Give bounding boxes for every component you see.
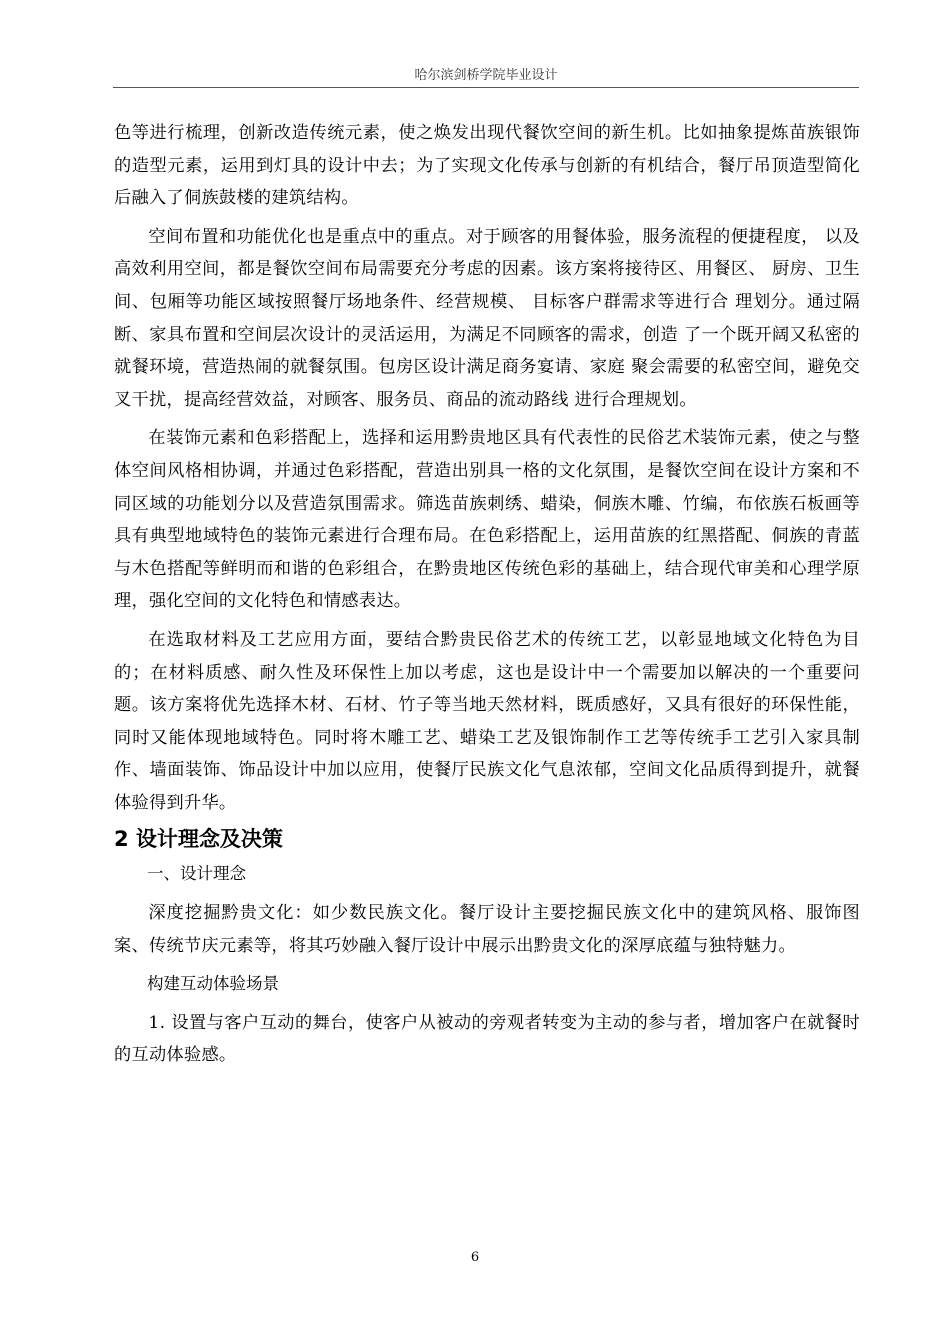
page-content [114,117,860,1072]
subheading-design-concept: 一、设计理念 [147,864,246,884]
paragraph-3: 在装饰元素和色彩搭配上，选择和运用黔贵地区具有代表性的民俗艺术装饰元素，使之与整体空间风格相协调，并通过色彩搭配，营造出别具一格的文化氛围，是餐饮空间在设计方案和不同区域的功能划分以及营造氛围需求。筛选苗族刺绣、蜡染，侗族木雕、竹编，布依族石板画等具有典型地域特色的装饰元素进行合理布局。在色彩搭配上，运用苗族的红黑搭配、侗族的青蓝与木色搭配等鲜明而和谐的色彩组合，在黔贵地区传统色彩的基础上，结合现代审美和心理学原理，强化空间的文化特色和情感表达。 [114,428,860,612]
paragraph-5: 深度挖掘黔贵文化：如少数民族文化。餐厅设计主要挖掘民族文化中的建筑风格、服饰图案、传统节庆元素等，将其巧妙融入餐厅设计中展示出黔贵文化的深厚底蕴与独特魅力。 [114,903,860,956]
subheading-interactive-scene: 构建互动体验场景 [147,974,279,994]
paragraph-1: 色等进行梳理，创新改造传统元素，使之焕发出现代餐饮空间的新生机。比如抽象提炼苗族银饰的造型元素，运用到灯具的设计中去；为了实现文化传承与创新的有机结合，餐厅吊顶造型简化后融入了侗族鼓楼的建筑结构。 [114,123,860,209]
section-heading: 2 设计理念及决策 [114,827,283,852]
header-divider [113,87,859,88]
page-number: 6 [470,1250,480,1265]
page-header-title: 哈尔滨剑桥学院毕业设计 [414,68,558,83]
paragraph-4: 在选取材料及工艺应用方面，要结合黔贵民俗艺术的传统工艺，以彰显地域文化特色为目的；在材料质感、耐久性及环保性上加以考虑，这也是设计中一个需要加以解决的一个重要问题。该方案将优先选择木材、石材、竹子等当地天然材料，既质感好，又具有很好的环保性能，同时又能体现地域特色。同时将木雕工艺、蜡染工艺及银饰制作工艺等传统手工艺引入家具制作、墙面装饰、饰品设计中加以应用，使餐厅民族文化气息浓郁，空间文化品质得到提升，就餐体验得到升华。 [114,629,860,813]
paragraph-6: 1. 设置与客户互动的舞台，使客户从被动的旁观者转变为主动的参与者，增加客户在就餐时的互动体验感。 [114,1012,860,1066]
paragraph-2: 空间布置和功能优化也是重点中的重点。对于顾客的用餐体验，服务流程的便捷程度， 以及高效利用空间，都是餐饮空间布局需要充分考虑的因素。该方案将接待区、用餐区、 厨房、卫生间、包厢等功能区域按照餐厅场地条件、经营规模、 目标客户群需求等进行合 理划分。通过隔断、家具布置和空间层次设计的灵活运用，为满足不同顾客的需求，创造 了一个既开阔又私密的就餐环境，营造热闹的就餐氛围。包房区设计满足商务宴请、家庭 聚会需要的私密空间，避免交叉干扰，提高经营效益，对顾客、服务员、商品的流动路线 进行合理规划。 [114,226,860,410]
